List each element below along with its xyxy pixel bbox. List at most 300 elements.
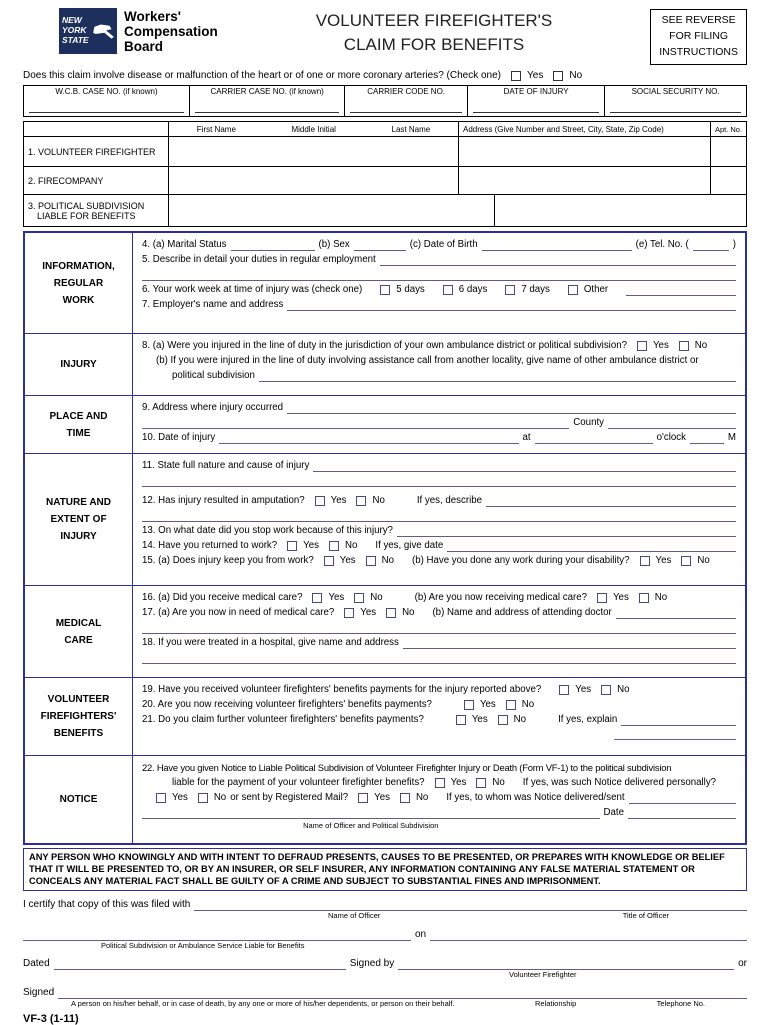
field-explain[interactable] [621,715,736,726]
q9-text: 9. Address where injury occurred [142,402,284,414]
section-label-line: INJURY [60,531,97,543]
checkbox-q8a-no[interactable] [679,341,689,351]
main-form-grid [23,231,747,845]
name-address-table [23,121,747,227]
fraud-warning: ANY PERSON WHO KNOWINGLY AND WITH INTENT TO DEFRAUD PRESENTS, CAUSES TO BE PRESENTED, OR PREPARES WITH KNOWLEDGE OR BELIEF THAT IT WILL BE PRESENTED TO, OR BY AN INSURER, OR SELF INSURER, ANY INFORMATION CONTAINING ANY FALSE MATERIAL STATEMENT OR CONCEALS ANY MATERIAL FACT SHALL BE GUILTY OF A CRIME AND SUBJECT TO SUBSTANTIAL FINES AND IMPRISONMENT. [23,848,747,891]
section-body-nature [133,454,745,585]
label-no: No [372,495,385,507]
oclock-text: o'clock [656,432,686,444]
section-label-injury [25,334,133,395]
label-no: No [654,592,668,604]
label-yes: Yes [575,684,592,696]
checkbox-q21-yes[interactable] [456,715,466,725]
signed-line [23,987,747,999]
q12-line [142,495,736,507]
field-political-subdivision-filed[interactable] [23,930,411,941]
label-no: No [694,340,708,352]
checkbox-q12-yes[interactable] [315,496,325,506]
header-spacer [24,122,169,136]
form-header [23,8,747,65]
q4-line [142,239,736,251]
spacer [705,1000,747,1001]
form-number: VF-3 (1-11) [23,1013,79,1025]
q22-line2 [142,777,736,789]
caption-telephone-no: Telephone No. [656,999,706,1009]
q21-continuation-line [142,729,736,740]
q4b-text: (b) Sex [318,239,350,251]
field-filed-with[interactable] [194,900,747,911]
county-text: County [573,417,604,429]
q14-if-text: If yes, give date [375,540,444,552]
label-yes: Yes [360,607,377,619]
q15b-text: (b) Have you done any work during your disability? [411,555,630,567]
notice-officer-field-wrap [142,808,600,831]
spacer [669,912,747,913]
field-date-of-birth[interactable] [482,240,632,251]
signed-captions [23,1000,747,1008]
field-injury-address-continuation[interactable] [142,418,569,429]
section-label-line: VOLUNTEER [47,694,110,706]
label-yes: Yes [450,777,467,789]
field-firefighter-address[interactable] [458,137,710,166]
field-tel-no[interactable] [693,240,729,251]
field-sex[interactable] [354,240,406,251]
col-header-wcb-case: W.C.B. CASE NO. (if known) [55,87,158,97]
certification-area [23,899,747,1025]
field-am-pm[interactable] [690,433,724,444]
heart-question-text: Does this claim involve disease or malfunction of the heart or of one or more coronary arteries? (Check one) [23,70,502,82]
label-no: No [569,70,583,82]
checkbox-other-days[interactable] [568,285,578,295]
field-subdivision-address[interactable] [494,195,746,226]
subdivision-line [23,929,747,941]
checkbox-q19-no[interactable] [601,685,611,695]
field-amputation-describe[interactable] [486,496,736,507]
section-nature-extent-injury [25,453,745,585]
field-amputation-continuation[interactable] [142,510,736,522]
caption-relationship: Relationship [534,999,577,1009]
q21-if-text: If yes, explain [558,714,618,726]
brand-block [59,8,218,54]
dated-text: Dated [23,957,50,969]
section-label-place-time [25,396,133,453]
col-header-first-name: First Name [196,124,236,134]
field-stop-work-date[interactable] [397,526,736,537]
section-label-notice [25,756,133,843]
checkbox-7-days[interactable] [505,285,515,295]
section-body-benefits [133,678,745,755]
name-headers [169,125,458,134]
field-nature-cause-continuation[interactable] [142,475,736,487]
checkbox-q17a-yes[interactable] [344,608,354,618]
checkbox-q22-registered-no[interactable] [400,793,410,803]
label-yes: Yes [527,70,544,82]
checkbox-q22-personally-yes[interactable] [156,793,166,803]
row-volunteer-firefighter [24,136,746,166]
q10-line [142,432,736,444]
q11-text: 11. State full nature and cause of injury [142,460,310,472]
q16-line [142,592,736,604]
label-yes: Yes [339,555,356,567]
section-place-and-time [25,395,745,453]
wcb-case-cell [24,86,190,116]
q19-line [142,684,736,696]
section-label-line: FIREFIGHTERS' [40,711,117,723]
col-header-address: Address (Give Number and Street, City, State, Zip Code) [458,122,710,136]
q13-line [142,525,736,537]
checkbox-6-days[interactable] [443,285,453,295]
q19-text: 19. Have you received volunteer firefighters' benefits payments for the injury reported above? [142,684,542,696]
spacer [455,1000,535,1001]
filing-instructions-box [650,9,747,65]
section-body-place-time [133,396,745,453]
checkbox-q22-registered-yes[interactable] [358,793,368,803]
field-other-days[interactable] [626,285,736,296]
field-nature-cause[interactable] [313,461,736,472]
nys-logo-text [62,16,89,45]
checkbox-q17a-no[interactable] [386,608,396,618]
col-header-carrier-code: CARRIER CODE NO. [367,87,446,97]
label-yes: Yes [328,592,345,604]
section-label-line: NOTICE [59,794,98,806]
date-of-injury-cell [468,86,605,116]
field-county[interactable] [608,418,736,429]
q22-line4 [142,807,736,831]
logo-line: NEW [62,15,82,26]
section-label-information [25,233,133,333]
row-label-political-subdivision [24,195,169,226]
q4c-text: (c) Date of Birth [409,239,478,251]
q22-line3 [142,792,736,804]
field-date-of-injury[interactable] [219,433,518,444]
instructions-line: INSTRUCTIONS [659,45,738,58]
section-label-line: BENEFITS [53,728,104,740]
checkbox-q16a-yes[interactable] [312,593,322,603]
q9-county-line [142,417,736,429]
field-wcb-case-no[interactable] [29,107,184,113]
agency-name [124,8,218,54]
signed-by-captions [23,971,747,979]
spacer [23,1000,71,1001]
agency-line: Board [124,39,164,55]
label-no: No [370,592,383,604]
logo-line: YORK [62,25,87,36]
section-notice [25,755,745,843]
col-header-date-of-injury: DATE OF INJURY [503,87,569,97]
dated-signed-line [23,958,747,970]
field-carrier-case-no[interactable] [195,107,339,113]
spacer [23,971,509,972]
field-date-of-injury-top[interactable] [473,107,599,113]
label-no: No [617,684,630,696]
q8a-line [142,340,736,352]
caption-name-of-officer: Name of Officer [328,911,381,921]
label-no: No [344,540,358,552]
q13-text: 13. On what date did you stop work because of this injury? [142,525,393,537]
q17a-text: 17. (a) Are you now in need of medical care? [142,607,335,619]
field-hospital-continuation[interactable] [142,652,736,664]
section-label-line: MEDICAL [55,617,102,629]
label-yes: Yes [330,495,347,507]
section-volunteer-firefighters-benefits [25,677,745,755]
instructions-line: SEE REVERSE [661,14,736,26]
section-label-line: WORK [62,294,95,306]
q16b-text: (b) Are you now receiving medical care? [414,592,587,604]
section-body-medical [133,586,745,677]
label-6-days: 6 days [458,284,488,296]
field-firecompany-apt[interactable] [710,167,746,194]
caption-name-of-officer-subdivision: Name of Officer and Political Subdivision [303,821,439,831]
field-firefighter-apt[interactable] [710,137,746,166]
checkbox-q12-no[interactable] [356,496,366,506]
caption-volunteer-firefighter: Volunteer Firefighter [509,969,577,979]
section-label-line: CARE [64,634,93,646]
checkbox-q14-no[interactable] [329,541,339,551]
nys-logo [59,8,117,54]
field-employer-name-address[interactable] [287,300,736,311]
q12-text: 12. Has injury resulted in amputation? [142,495,305,507]
label-yes: Yes [172,792,188,804]
checkbox-5-days[interactable] [380,285,390,295]
carrier-case-cell [190,86,345,116]
checkbox-q22-notice-yes[interactable] [435,778,445,788]
q22-personally-text: If yes, was such Notice delivered personally? [522,777,717,789]
signed-text: Signed [23,987,55,999]
section-label-line: TIME [66,427,91,439]
field-social-security-no[interactable] [610,107,741,113]
label-other: Other [583,284,609,296]
field-return-date[interactable] [447,541,736,552]
section-label-line: EXTENT OF [50,514,107,526]
section-label-nature [25,454,133,585]
label-no: No [381,555,394,567]
col-header-apt-no: Apt. No. [710,122,746,136]
field-marital-status[interactable] [231,240,315,251]
q4e-text: (e) Tel. No. ( [635,239,689,251]
field-time-of-injury[interactable] [535,433,653,444]
col-header-carrier-case: CARRIER CASE NO. (if known) [210,87,324,97]
agency-line: Workers' [124,9,181,24]
field-filed-on-date[interactable] [430,930,747,941]
q22-to-whom-text: If yes, to whom was Notice delivered/sent [446,792,625,804]
logo-line: STATE [62,34,89,45]
subdivision-captions [23,942,747,950]
checkbox-q22-personally-no[interactable] [198,793,208,803]
checkbox-q20-no[interactable] [506,700,516,710]
q11-line [142,460,736,472]
field-doctor-continuation[interactable] [142,622,736,634]
checkbox-q16a-no[interactable] [354,593,364,603]
instructions-line: FOR FILING [669,29,729,42]
signed-by-text: Signed by [349,957,395,969]
q15a-text: 15. (a) Does injury keep you from work? [142,555,314,567]
label-yes: Yes [471,714,488,726]
checkbox-q15b-no[interactable] [681,556,691,566]
checkbox-q8a-yes[interactable] [637,341,647,351]
on-text: on [415,928,427,940]
q21-line [142,714,736,726]
row-label-text: 3. POLITICAL SUBDIVISION [28,200,145,211]
row-political-subdivision [24,194,746,226]
q18-line [142,637,736,649]
q5-line [142,254,736,266]
q10-text: 10. Date of injury [142,432,216,444]
q22-text2: liable for the payment of your volunteer firefighter benefits? [172,777,425,789]
field-duties[interactable] [380,255,736,266]
field-firecompany-address[interactable] [458,167,710,194]
col-header-middle-initial: Middle Initial [291,124,336,134]
section-label-line: PLACE AND [49,410,108,422]
section-label-line: INJURY [60,359,97,371]
checkbox-q14-yes[interactable] [287,541,297,551]
spacer [23,912,328,913]
label-yes: Yes [612,592,629,604]
q12-if-text: If yes, describe [416,495,482,507]
q17b-text: (b) Name and address of attending doctor [432,607,612,619]
field-dated[interactable] [54,959,346,970]
q22-line1 [142,762,736,774]
caption-title-of-officer: Title of Officer [622,911,669,921]
checkbox-q22-notice-no[interactable] [476,778,486,788]
spacer [23,942,101,943]
q6-text: 6. Your work week at time of injury was (check one) [142,284,363,296]
carrier-code-cell [345,86,468,116]
row-label-firecompany [24,167,169,194]
label-yes: Yes [652,340,669,352]
ssn-cell [605,86,746,116]
label-7-days: 7 days [521,284,550,296]
q8b-line1 [142,355,736,367]
field-notice-delivered-to[interactable] [629,793,736,804]
label-no: No [492,777,505,789]
certify-captions [23,912,747,920]
q20-line [142,699,736,711]
field-signed[interactable] [58,988,747,999]
checkbox-q15a-no[interactable] [366,556,376,566]
q9-line [142,402,736,414]
q21-text: 21. Do you claim further volunteer firefighters' benefits payments? [142,714,424,726]
or-text: or [738,957,747,969]
field-explain-continuation[interactable] [614,729,736,740]
q16a-text: 16. (a) Did you receive medical care? [142,592,303,604]
label-no: No [513,714,527,726]
date-text: Date [603,807,624,819]
q8b-line2 [142,370,736,382]
form-title [218,8,650,57]
label-no: No [415,792,429,804]
at-text: at [522,432,531,444]
form-title-line1: VOLUNTEER FIREFIGHTER'S [315,11,553,30]
q22-text1: 22. Have you given Notice to Liable Political Subdivision of Volunteer Firefighter Injury or Death (Form VF-1) to the political subdivision [142,762,672,774]
q4e-close-paren: ) [732,239,736,251]
q15-line [142,555,736,567]
checkbox-q16b-yes[interactable] [597,593,607,603]
checkbox-heart-no[interactable] [553,71,563,81]
label-no: No [697,555,710,567]
section-medical-care [25,585,745,677]
field-firecompany-name[interactable] [169,167,458,194]
checkbox-q20-yes[interactable] [464,700,474,710]
field-duties-continuation[interactable] [142,269,736,281]
field-injury-address[interactable] [287,403,736,414]
m-text: M [727,432,736,444]
caption-political-subdivision: Political Subdivision or Ambulance Service Liable for Benefits [101,940,305,950]
caption-signed-on-behalf: A person on his/her behalf, or in case of death, by any one or more of his/her dependents, or person on their behalf. [71,999,455,1009]
row-label-text: 1. VOLUNTEER FIREFIGHTER [28,146,156,157]
label-no: No [213,792,227,804]
section-label-medical [25,586,133,677]
q7-text: 7. Employer's name and address [142,299,284,311]
q20-text: 20. Are you now receiving volunteer firefighters' benefits payments? [142,699,432,711]
field-doctor-name-address[interactable] [616,608,736,619]
col-header-ssn: SOCIAL SECURITY NO. [631,87,720,97]
section-label-line: REGULAR [53,277,104,289]
agency-line: Compensation [124,24,218,40]
q14-text: 14. Have you returned to work? [142,540,278,552]
label-yes: Yes [479,699,496,711]
field-other-district[interactable] [259,371,736,382]
checkbox-q15b-yes[interactable] [640,556,650,566]
checkbox-q15a-yes[interactable] [324,556,334,566]
field-signed-by[interactable] [398,959,734,970]
field-notice-officer-name[interactable] [142,808,600,819]
checkbox-q19-yes[interactable] [559,685,569,695]
field-carrier-code-no[interactable] [350,107,462,113]
section-body-notice [133,756,745,843]
case-number-table [23,85,747,117]
section-injury [25,333,745,395]
heart-question-line [23,70,747,82]
q8a-text: 8. (a) Were you injured in the line of duty in the jurisdiction of your own ambulance district or political subdivision? [142,340,627,352]
q22-registered-text: or sent by Registered Mail? [230,792,349,804]
field-hospital-name-address[interactable] [403,638,736,649]
section-label-line: INFORMATION, [42,260,115,272]
label-yes: Yes [655,555,672,567]
checkbox-heart-yes[interactable] [511,71,521,81]
label-no: No [402,607,415,619]
q5-text: 5. Describe in detail your duties in regular employment [142,254,376,266]
row-label-text: 2. FIRECOMPANY [28,175,104,186]
field-notice-date[interactable] [628,808,736,819]
section-information-regular-work [25,233,745,333]
q4a-text: 4. (a) Marital Status [142,239,227,251]
q8b-text1: (b) If you were injured in the line of duty involving assistance call from another locality, give name of other ambulance district or [156,355,699,367]
label-yes: Yes [303,540,319,552]
q14-line [142,540,736,552]
section-body-information [133,233,745,333]
q17-line [142,607,736,619]
q7-line [142,299,736,311]
q8b-text2: political subdivision [172,370,255,382]
row-label-volunteer-firefighter [24,137,169,166]
spacer [576,1000,656,1001]
section-label-line: NATURE AND [46,497,111,509]
checkbox-q16b-no[interactable] [639,593,649,603]
certify-line [23,899,747,911]
section-label-benefits [25,678,133,755]
field-subdivision-name[interactable] [169,195,494,226]
checkbox-q21-no[interactable] [498,715,508,725]
name-table-header-row [24,122,746,136]
field-firefighter-name[interactable] [169,137,458,166]
q6-line [142,284,736,296]
label-5-days: 5 days [396,284,425,296]
label-no: No [521,699,535,711]
form-title-line2: CLAIM FOR BENEFITS [343,34,525,54]
certify-text: I certify that copy of this was filed with [23,899,191,911]
q18-text: 18. If you were treated in a hospital, give name and address [142,637,399,649]
row-firecompany [24,166,746,194]
